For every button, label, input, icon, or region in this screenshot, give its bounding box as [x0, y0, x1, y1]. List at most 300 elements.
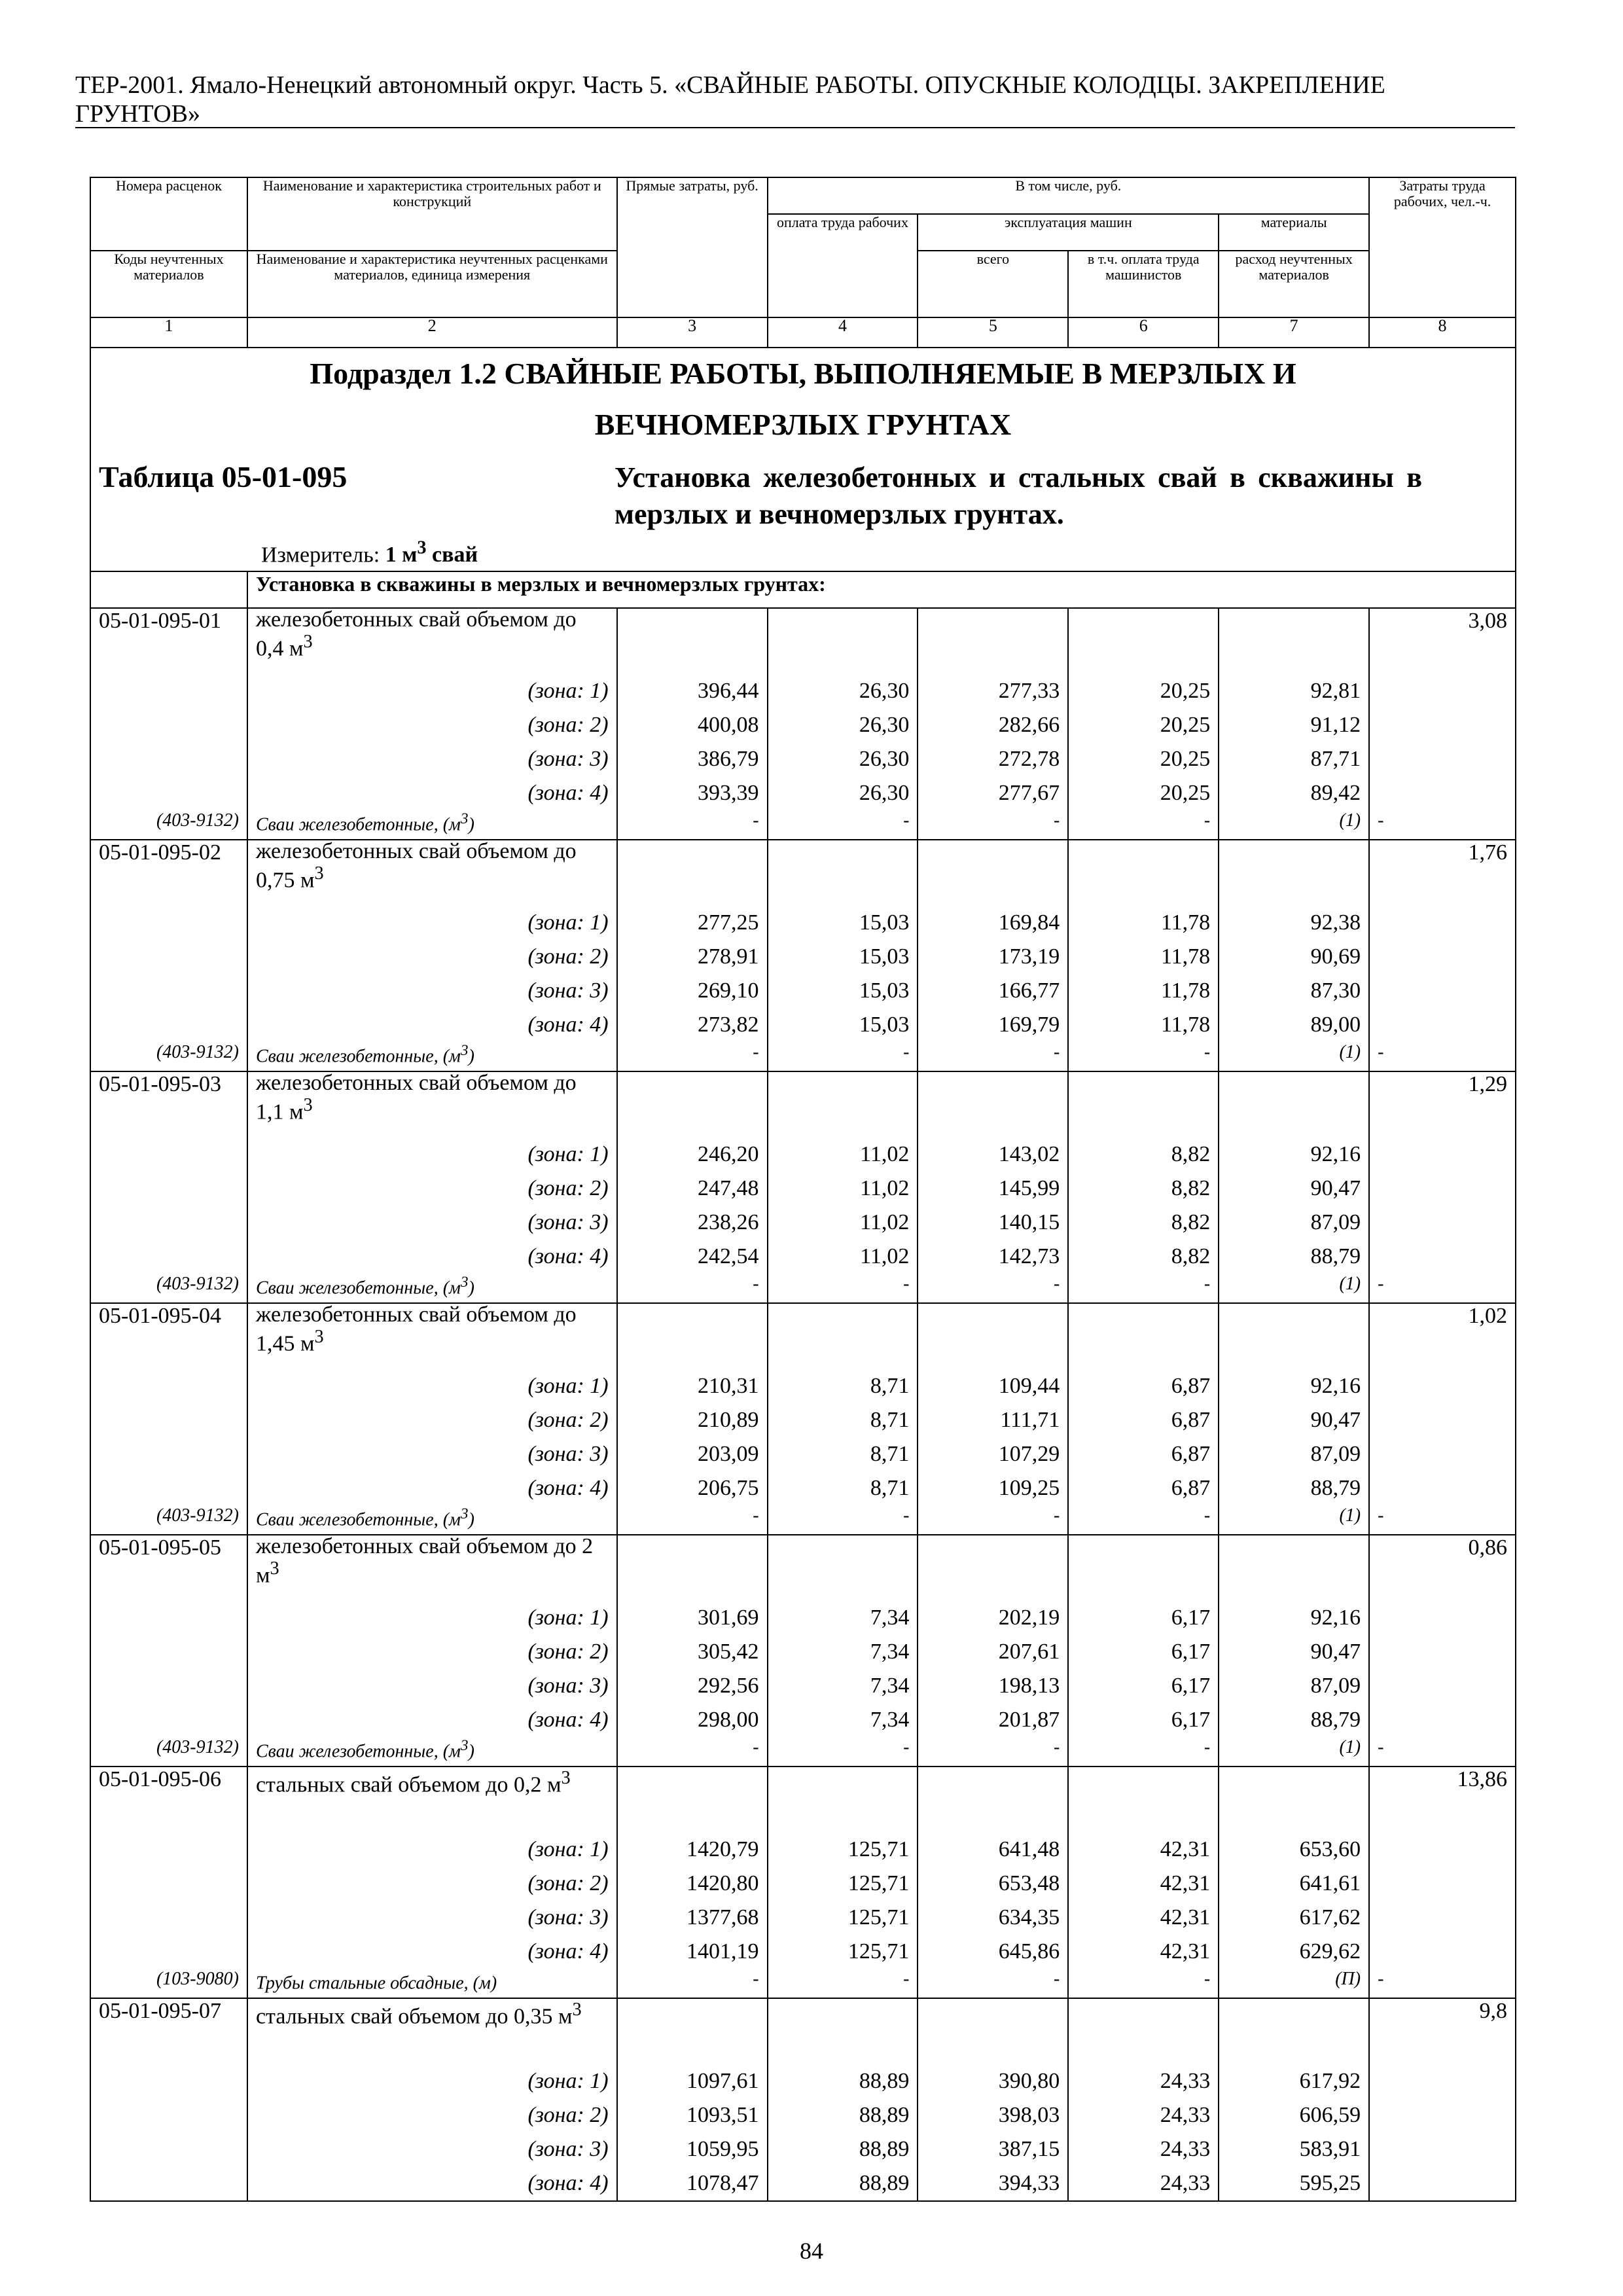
zone-label: (зона: 3): [247, 974, 617, 1008]
labor-cell: [1369, 2098, 1516, 2132]
material-wages: -: [768, 1969, 918, 1998]
materials-cost: 87,09: [1219, 1669, 1369, 1703]
rate-row: [90, 608, 1516, 674]
worker-wages: 125,71: [768, 1867, 918, 1901]
rate-code: 05-01-095-01: [90, 608, 247, 674]
zone-row: [90, 2064, 1516, 2098]
code-cell: [90, 1240, 247, 1274]
page-number: 84: [800, 2238, 823, 2264]
machine-cost: 169,79: [918, 1008, 1068, 1042]
materials-cost: 87,30: [1219, 974, 1369, 1008]
zone-label: (зона: 3): [247, 2132, 617, 2166]
material-name-part: ): [468, 1046, 474, 1067]
empty-cell: [617, 608, 768, 674]
materials-cost: 89,42: [1219, 776, 1369, 810]
subsection-title-line: ВЕЧНОМЕРЗЛЫХ ГРУНТАХ: [594, 408, 1012, 441]
material-row: [90, 1274, 1516, 1303]
material-consumption: (П): [1219, 1969, 1369, 1998]
material-consumption: (1): [1219, 1505, 1369, 1535]
worker-wages: 15,03: [768, 906, 918, 940]
machine-cost: 111,71: [918, 1403, 1068, 1437]
empty-cell: [1219, 1303, 1369, 1369]
machinist-wages: 24,33: [1068, 2064, 1219, 2098]
machine-cost: 143,02: [918, 1138, 1068, 1172]
material-labor: -: [1369, 1042, 1516, 1071]
machinist-wages: 42,31: [1068, 1901, 1219, 1935]
empty-cell: [768, 1535, 918, 1601]
material-code: (403-9132): [90, 1737, 247, 1767]
code-cell: [90, 974, 247, 1008]
empty-cell: [768, 608, 918, 674]
labor-cell: [1369, 906, 1516, 940]
labor-cost: 0,86: [1369, 1535, 1516, 1601]
empty-cell: [1068, 1767, 1219, 1833]
empty-cell: [1219, 1998, 1369, 2064]
zone-label: (зона: 2): [247, 708, 617, 742]
code-cell: [90, 1867, 247, 1901]
machinist-wages: 20,25: [1068, 674, 1219, 708]
empty-cell: [617, 1767, 768, 1833]
labor-cell: [1369, 940, 1516, 974]
labor-cost: 1,02: [1369, 1303, 1516, 1369]
subsection-title: [99, 348, 1507, 450]
empty-cell: [918, 608, 1068, 674]
rate-row: [90, 1535, 1516, 1601]
code-cell: [90, 2064, 247, 2098]
material-code: (403-9132): [90, 1042, 247, 1071]
code-cell: [90, 1669, 247, 1703]
machinist-wages: 8,82: [1068, 1206, 1219, 1240]
empty-cell: [768, 1303, 918, 1369]
header-col7: расход неучтенных материалов: [1219, 251, 1369, 317]
machine-cost: 109,25: [918, 1471, 1068, 1505]
material-consumption: (1): [1219, 810, 1369, 840]
material-row: [90, 810, 1516, 840]
worker-wages: 26,30: [768, 708, 918, 742]
rate-code: 05-01-095-03: [90, 1071, 247, 1138]
rate-code: 05-01-095-05: [90, 1535, 247, 1601]
material-name-part: Сваи железобетонные, (м: [255, 1046, 461, 1067]
rate-name-exponent: 3: [314, 1327, 324, 1347]
material-wages: -: [768, 1042, 918, 1071]
direct-cost: 1093,51: [617, 2098, 768, 2132]
materials-cost: 90,47: [1219, 1635, 1369, 1669]
header-col8: Затраты труда рабочих, чел.-ч.: [1369, 177, 1516, 317]
empty-cell: [617, 1303, 768, 1369]
col-number: 8: [1369, 317, 1516, 348]
material-row: [90, 1505, 1516, 1535]
material-labor: -: [1369, 1737, 1516, 1767]
labor-cell: [1369, 1867, 1516, 1901]
machinist-wages: 42,31: [1068, 1867, 1219, 1901]
material-machinists: -: [1068, 1737, 1219, 1767]
empty-cell: [1219, 1071, 1369, 1138]
code-cell: [90, 1403, 247, 1437]
zone-row: [90, 1369, 1516, 1403]
materials-cost: 92,16: [1219, 1369, 1369, 1403]
material-name-part: Сваи железобетонные, (м: [255, 814, 461, 835]
direct-cost: 247,48: [617, 1172, 768, 1206]
zone-label: (зона: 4): [247, 2166, 617, 2201]
empty-cell: [1068, 1535, 1219, 1601]
title-divider: [75, 127, 1515, 128]
material-direct: -: [617, 1274, 768, 1303]
materials-cost: 606,59: [1219, 2098, 1369, 2132]
rate-code: 05-01-095-06: [90, 1767, 247, 1833]
zone-row: [90, 1403, 1516, 1437]
labor-cell: [1369, 2166, 1516, 2201]
material-machinists: -: [1068, 810, 1219, 840]
worker-wages: 88,89: [768, 2132, 918, 2166]
machine-cost: 641,48: [918, 1833, 1068, 1867]
labor-cost: 13,86: [1369, 1767, 1516, 1833]
materials-cost: 87,71: [1219, 742, 1369, 776]
labor-cell: [1369, 1172, 1516, 1206]
zone-row: [90, 2132, 1516, 2166]
worker-wages: 125,71: [768, 1935, 918, 1969]
direct-cost: 386,79: [617, 742, 768, 776]
machinist-wages: 11,78: [1068, 906, 1219, 940]
empty-cell: [1219, 1535, 1369, 1601]
machinist-wages: 6,17: [1068, 1669, 1219, 1703]
machine-cost: 282,66: [918, 708, 1068, 742]
material-name-part: 3: [460, 1505, 469, 1522]
machine-cost: 198,13: [918, 1669, 1068, 1703]
empty-cell: [617, 840, 768, 906]
worker-wages: 8,71: [768, 1369, 918, 1403]
machine-cost: 634,35: [918, 1901, 1068, 1935]
direct-cost: 301,69: [617, 1601, 768, 1635]
machinist-wages: 42,31: [1068, 1935, 1219, 1969]
rate-row: [90, 840, 1516, 906]
unit-exponent: 3: [417, 538, 427, 558]
machinist-wages: 42,31: [1068, 1833, 1219, 1867]
zone-row: [90, 1935, 1516, 1969]
empty-cell: [1068, 840, 1219, 906]
labor-cost: 1,29: [1369, 1071, 1516, 1138]
machinist-wages: 6,87: [1068, 1369, 1219, 1403]
zone-row: [90, 1833, 1516, 1867]
zone-label: (зона: 1): [247, 906, 617, 940]
rate-name-text: железобетонных свай объемом до 1,1 м: [255, 1071, 577, 1124]
material-code: (403-9132): [90, 810, 247, 840]
direct-cost: 1420,80: [617, 1867, 768, 1901]
zone-row: [90, 1867, 1516, 1901]
worker-wages: 15,03: [768, 974, 918, 1008]
labor-cell: [1369, 1935, 1516, 1969]
material-direct: -: [617, 1969, 768, 1998]
unit-value: 1 м: [385, 543, 418, 567]
material-labor: -: [1369, 810, 1516, 840]
machine-cost: 169,84: [918, 906, 1068, 940]
machine-cost: 272,78: [918, 742, 1068, 776]
rate-name-exponent: 3: [572, 2000, 582, 2020]
col-number: 3: [617, 317, 768, 348]
machine-cost: 398,03: [918, 2098, 1068, 2132]
empty-cell: [1068, 1998, 1219, 2064]
zone-label: (зона: 4): [247, 1703, 617, 1737]
rate-code: 05-01-095-02: [90, 840, 247, 906]
machine-cost: 145,99: [918, 1172, 1068, 1206]
code-cell: [90, 1635, 247, 1669]
section-banner: [90, 348, 1516, 571]
code-cell: [90, 906, 247, 940]
zone-label: (зона: 1): [247, 1601, 617, 1635]
materials-cost: 87,09: [1219, 1206, 1369, 1240]
rate-name: [247, 1998, 617, 2064]
labor-cell: [1369, 1669, 1516, 1703]
empty-cell: [768, 1071, 918, 1138]
direct-cost: 1420,79: [617, 1833, 768, 1867]
zone-label: (зона: 2): [247, 1635, 617, 1669]
rate-name-exponent: 3: [270, 1558, 279, 1579]
direct-cost: 393,39: [617, 776, 768, 810]
worker-wages: 88,89: [768, 2098, 918, 2132]
rate-code: 05-01-095-07: [90, 1998, 247, 2064]
code-cell: [90, 1833, 247, 1867]
rate-name: [247, 1071, 617, 1138]
zone-label: (зона: 4): [247, 1008, 617, 1042]
zone-label: (зона: 3): [247, 1206, 617, 1240]
materials-cost: 90,69: [1219, 940, 1369, 974]
zone-row: [90, 1172, 1516, 1206]
material-name-part: ): [468, 1278, 474, 1299]
rate-name-text: железобетонных свай объемом до 2 м: [255, 1534, 594, 1588]
code-cell: [90, 1935, 247, 1969]
zone-label: (зона: 3): [247, 1437, 617, 1471]
material-name-part: Сваи железобетонные, (м: [255, 1278, 461, 1299]
material-wages: -: [768, 810, 918, 840]
code-cell: [90, 1369, 247, 1403]
code-cell: [90, 1901, 247, 1935]
zone-row: [90, 1601, 1516, 1635]
zone-row: [90, 1635, 1516, 1669]
material-consumption: (1): [1219, 1274, 1369, 1303]
unit-suffix: свай: [426, 543, 478, 567]
material-name-part: 3: [460, 810, 469, 827]
group-heading: Установка в скважины в мерзлых и вечномерзлых грунтах:: [247, 571, 1516, 608]
header-col1-top: Номера расценок: [90, 177, 247, 251]
zone-label: (зона: 3): [247, 1901, 617, 1935]
machinist-wages: 20,25: [1068, 742, 1219, 776]
worker-wages: 88,89: [768, 2064, 918, 2098]
direct-cost: 203,09: [617, 1437, 768, 1471]
machinist-wages: 6,87: [1068, 1403, 1219, 1437]
machinist-wages: 8,82: [1068, 1240, 1219, 1274]
zone-row: [90, 1471, 1516, 1505]
material-machines: -: [918, 1737, 1068, 1767]
code-cell: [90, 940, 247, 974]
col-number: 2: [247, 317, 617, 348]
header-col1-bottom: Коды неучтенных материалов: [90, 251, 247, 317]
machine-cost: 166,77: [918, 974, 1068, 1008]
unit-label: Измеритель:: [261, 543, 380, 567]
material-machines: -: [918, 1274, 1068, 1303]
zone-label: (зона: 4): [247, 1240, 617, 1274]
zone-label: (зона: 2): [247, 1172, 617, 1206]
worker-wages: 15,03: [768, 940, 918, 974]
material-machinists: -: [1068, 1505, 1219, 1535]
rate-name-text: стальных свай объемом до 0,2 м: [255, 1772, 562, 1797]
code-cell: [90, 1437, 247, 1471]
zone-label: (зона: 2): [247, 2098, 617, 2132]
empty-cell: [918, 1071, 1068, 1138]
labor-cell: [1369, 1471, 1516, 1505]
zone-label: (зона: 1): [247, 1369, 617, 1403]
zone-row: [90, 1240, 1516, 1274]
machine-cost: 109,44: [918, 1369, 1068, 1403]
material-direct: -: [617, 1042, 768, 1071]
labor-cost: 3,08: [1369, 608, 1516, 674]
material-wages: -: [768, 1274, 918, 1303]
material-name: [247, 1969, 617, 1998]
machinist-wages: 6,17: [1068, 1601, 1219, 1635]
materials-cost: 90,47: [1219, 1172, 1369, 1206]
machine-cost: 277,33: [918, 674, 1068, 708]
worker-wages: 125,71: [768, 1901, 918, 1935]
material-row: [90, 1042, 1516, 1071]
machine-cost: 107,29: [918, 1437, 1068, 1471]
zone-row: [90, 1008, 1516, 1042]
material-labor: -: [1369, 1969, 1516, 1998]
material-name: [247, 1274, 617, 1303]
material-direct: -: [617, 1737, 768, 1767]
materials-cost: 87,09: [1219, 1437, 1369, 1471]
empty-cell: [1068, 1303, 1219, 1369]
machine-cost: 387,15: [918, 2132, 1068, 2166]
code-cell: [90, 674, 247, 708]
rate-row: [90, 1303, 1516, 1369]
empty-cell: [918, 1767, 1068, 1833]
zone-row: [90, 1703, 1516, 1737]
zone-row: [90, 2098, 1516, 2132]
machine-cost: 277,67: [918, 776, 1068, 810]
machine-cost: 390,80: [918, 2064, 1068, 2098]
col-number: 7: [1219, 317, 1369, 348]
machinist-wages: 11,78: [1068, 940, 1219, 974]
rate-name-exponent: 3: [314, 863, 324, 884]
code-cell: [90, 1008, 247, 1042]
machine-cost: 202,19: [918, 1601, 1068, 1635]
code-cell: [90, 776, 247, 810]
zone-label: (зона: 4): [247, 776, 617, 810]
direct-cost: 269,10: [617, 974, 768, 1008]
header-col2-top: Наименование и характеристика строительных работ и конструкций: [247, 177, 617, 251]
direct-cost: 298,00: [617, 1703, 768, 1737]
labor-cell: [1369, 1437, 1516, 1471]
material-wages: -: [768, 1505, 918, 1535]
zone-label: (зона: 4): [247, 1935, 617, 1969]
code-cell: [90, 2166, 247, 2201]
zone-label: (зона: 2): [247, 940, 617, 974]
direct-cost: 242,54: [617, 1240, 768, 1274]
zone-row: [90, 940, 1516, 974]
zone-row: [90, 776, 1516, 810]
header-col4: оплата труда рабочих: [768, 214, 918, 317]
materials-cost: 641,61: [1219, 1867, 1369, 1901]
labor-cell: [1369, 776, 1516, 810]
material-consumption: (1): [1219, 1737, 1369, 1767]
worker-wages: 15,03: [768, 1008, 918, 1042]
material-name-part: ): [468, 1741, 474, 1762]
rate-code: 05-01-095-04: [90, 1303, 247, 1369]
materials-cost: 595,25: [1219, 2166, 1369, 2201]
zone-label: (зона: 2): [247, 1403, 617, 1437]
material-labor: -: [1369, 1505, 1516, 1535]
zone-label: (зона: 3): [247, 742, 617, 776]
material-labor: -: [1369, 1274, 1516, 1303]
machine-cost: 142,73: [918, 1240, 1068, 1274]
worker-wages: 7,34: [768, 1703, 918, 1737]
worker-wages: 8,71: [768, 1403, 918, 1437]
worker-wages: 11,02: [768, 1206, 918, 1240]
material-machines: -: [918, 810, 1068, 840]
labor-cell: [1369, 674, 1516, 708]
zone-label: (зона: 4): [247, 1471, 617, 1505]
rate-name-text: железобетонных свай объемом до 1,45 м: [255, 1302, 577, 1356]
empty-cell: [768, 1767, 918, 1833]
col-number: 5: [918, 317, 1068, 348]
empty-cell: [617, 1071, 768, 1138]
labor-cell: [1369, 1833, 1516, 1867]
machinist-wages: 6,87: [1068, 1437, 1219, 1471]
machinist-wages: 6,17: [1068, 1703, 1219, 1737]
labor-cell: [1369, 1240, 1516, 1274]
material-name: [247, 1505, 617, 1535]
rate-row: [90, 1071, 1516, 1138]
material-name-part: 3: [460, 1042, 469, 1059]
material-name: [247, 1737, 617, 1767]
empty-cell: [1219, 608, 1369, 674]
direct-cost: 277,25: [617, 906, 768, 940]
material-direct: -: [617, 1505, 768, 1535]
empty-cell: [617, 1535, 768, 1601]
materials-cost: 88,79: [1219, 1703, 1369, 1737]
materials-cost: 92,38: [1219, 906, 1369, 940]
material-consumption: (1): [1219, 1042, 1369, 1071]
material-code: (103-9080): [90, 1969, 247, 1998]
machine-cost: 207,61: [918, 1635, 1068, 1669]
zone-label: (зона: 3): [247, 1669, 617, 1703]
materials-cost: 92,16: [1219, 1601, 1369, 1635]
direct-cost: 273,82: [617, 1008, 768, 1042]
material-machinists: -: [1068, 1042, 1219, 1071]
zone-row: [90, 1437, 1516, 1471]
zone-row: [90, 708, 1516, 742]
worker-wages: 26,30: [768, 742, 918, 776]
rate-name: [247, 1303, 617, 1369]
machinist-wages: 24,33: [1068, 2098, 1219, 2132]
direct-cost: 396,44: [617, 674, 768, 708]
rate-name: [247, 608, 617, 674]
code-cell: [90, 1172, 247, 1206]
labor-cell: [1369, 974, 1516, 1008]
worker-wages: 8,71: [768, 1471, 918, 1505]
labor-cell: [1369, 1601, 1516, 1635]
machinist-wages: 8,82: [1068, 1138, 1219, 1172]
materials-cost: 89,00: [1219, 1008, 1369, 1042]
direct-cost: 278,91: [617, 940, 768, 974]
material-name-part: Трубы стальные обсадные, (м): [255, 1973, 497, 1994]
material-row: [90, 1969, 1516, 1998]
worker-wages: 125,71: [768, 1833, 918, 1867]
worker-wages: 7,34: [768, 1635, 918, 1669]
machinist-wages: 24,33: [1068, 2132, 1219, 2166]
group-code-cell: [90, 571, 247, 608]
worker-wages: 11,02: [768, 1172, 918, 1206]
col-number: 6: [1068, 317, 1219, 348]
rate-name-text: стальных свай объемом до 0,35 м: [255, 2004, 573, 2029]
